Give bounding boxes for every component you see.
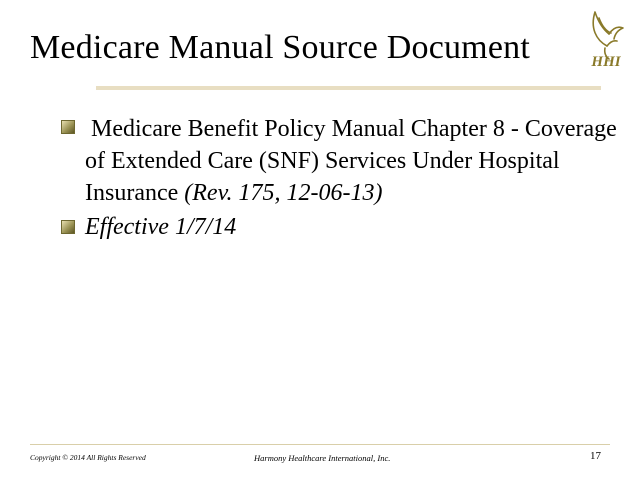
square-bullet-icon bbox=[61, 220, 75, 234]
bullet-item-effective bbox=[60, 211, 620, 243]
bullet-text: Medicare Benefit Policy Manual Chapter 8 - Coverage of Extended Care (SNF) Services Under Hospital Insurance bbox=[85, 116, 617, 206]
bullet-item-manual bbox=[60, 113, 620, 209]
footer-divider bbox=[30, 444, 610, 445]
bullet-revision: (Rev. 175, 12-06-13) bbox=[184, 180, 383, 206]
footer-company: Harmony Healthcare International, Inc. bbox=[254, 453, 391, 463]
hhi-dove-logo-icon bbox=[580, 6, 630, 70]
page-number: 17 bbox=[590, 450, 601, 462]
slide-title: Medicare Manual Source Document bbox=[30, 29, 530, 66]
square-bullet-icon bbox=[61, 120, 75, 134]
title-divider bbox=[96, 86, 601, 90]
bullet-list bbox=[60, 113, 620, 243]
logo-text: HHI bbox=[591, 54, 621, 70]
footer-copyright: Copyright © 2014 All Rights Reserved bbox=[30, 453, 146, 462]
bullet-effective-date: Effective 1/7/14 bbox=[85, 214, 237, 240]
